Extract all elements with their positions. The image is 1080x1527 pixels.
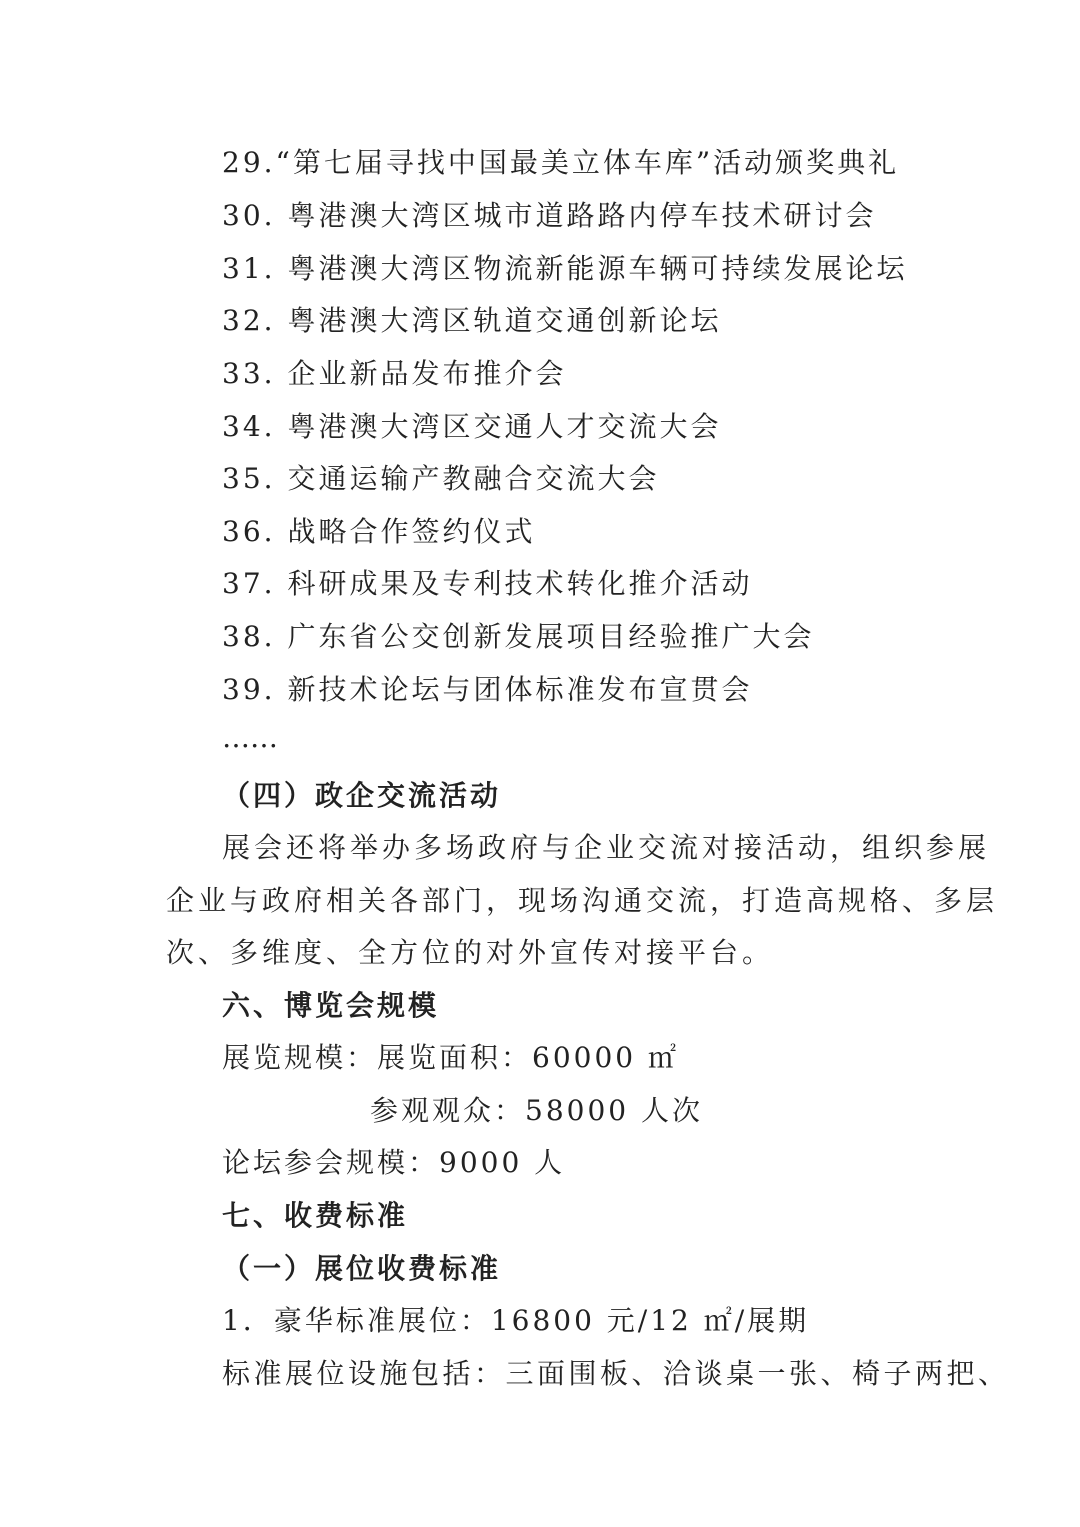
activity-text: 战略合作签约仪式 bbox=[287, 515, 536, 548]
activity-item-32 bbox=[222, 301, 721, 341]
activity-text: 广东省公交创新发展项目经验推广大会 bbox=[287, 620, 815, 653]
activity-text: 新技术论坛与团体标准发布宣贯会 bbox=[287, 673, 753, 706]
section-four-para-line-2: 企业与政府相关各部门，现场沟通交流，打造高规格、多层 bbox=[166, 884, 999, 917]
section-seven-subheading: （一）展位收费标准 bbox=[222, 1252, 502, 1285]
exhibit-area: 展览规模：展览面积：60000 ㎡ bbox=[222, 1041, 679, 1074]
booth-item-1: 1．豪华标准展位：16800 元/12 ㎡/展期 bbox=[222, 1304, 810, 1337]
section-four-para-line-3: 次、多维度、全方位的对外宣传对接平台。 bbox=[166, 936, 775, 969]
activity-number: 30. bbox=[222, 199, 276, 232]
activity-text: 企业新品发布推介会 bbox=[287, 357, 567, 390]
activity-text: 科研成果及专利技术转化推介活动 bbox=[287, 567, 753, 600]
activity-number: 35. bbox=[222, 462, 276, 495]
activity-text: 粤港澳大湾区城市道路路内停车技术研讨会 bbox=[287, 199, 877, 232]
section-four-heading: （四）政企交流活动 bbox=[222, 779, 502, 812]
activity-text: “第七届寻找中国最美立体车库”活动颁奖典礼 bbox=[275, 146, 900, 179]
ellipsis: …… bbox=[222, 721, 278, 754]
forum-scale: 论坛参会规模：9000 人 bbox=[222, 1146, 566, 1179]
booth-facilities: 标准展位设施包括：三面围板、洽谈桌一张、椅子两把、 bbox=[222, 1357, 1010, 1390]
activity-number: 36. bbox=[222, 515, 276, 548]
activity-item-36 bbox=[222, 512, 535, 552]
activity-item-38 bbox=[222, 617, 814, 657]
activity-item-34 bbox=[222, 407, 721, 447]
activity-number: 39. bbox=[222, 673, 276, 706]
activity-text: 粤港澳大湾区交通人才交流大会 bbox=[287, 410, 722, 443]
activity-item-31 bbox=[222, 249, 907, 289]
activity-number: 29. bbox=[222, 146, 276, 179]
activity-number: 33. bbox=[222, 357, 276, 390]
activity-text: 粤港澳大湾区轨道交通创新论坛 bbox=[287, 304, 722, 337]
section-seven-heading: 七、收费标准 bbox=[222, 1199, 409, 1232]
activity-item-30 bbox=[222, 196, 876, 236]
activity-text: 粤港澳大湾区物流新能源车辆可持续发展论坛 bbox=[287, 252, 908, 285]
activity-item-37 bbox=[222, 564, 752, 604]
visitors: 参观观众：58000 人次 bbox=[370, 1094, 703, 1127]
activity-number: 38. bbox=[222, 620, 276, 653]
section-six-heading: 六、博览会规模 bbox=[222, 989, 440, 1022]
activity-number: 37. bbox=[222, 567, 276, 600]
activity-item-29 bbox=[222, 143, 899, 183]
section-four-para-line-1: 展会还将举办多场政府与企业交流对接活动，组织参展 bbox=[222, 831, 991, 864]
activity-item-35 bbox=[222, 459, 659, 499]
activity-number: 34. bbox=[222, 410, 276, 443]
activity-number: 31. bbox=[222, 252, 276, 285]
activity-item-33 bbox=[222, 354, 566, 394]
activity-item-39 bbox=[222, 670, 752, 710]
activity-text: 交通运输产教融合交流大会 bbox=[287, 462, 660, 495]
activity-number: 32. bbox=[222, 304, 276, 337]
